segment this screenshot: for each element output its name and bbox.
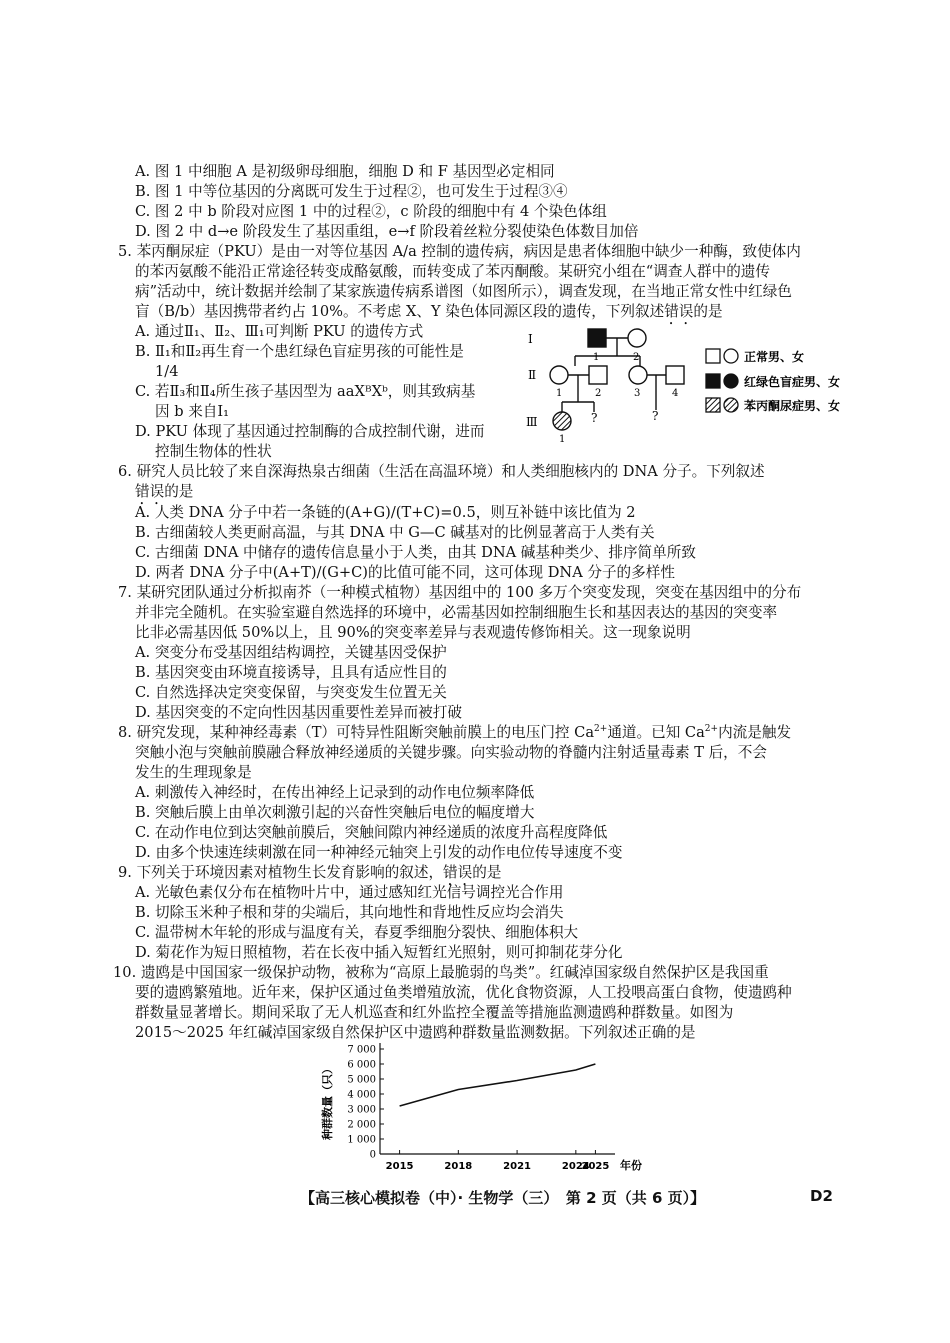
pedigree-i2-normal-female (628, 329, 646, 347)
q5-option-b-line1: B. Ⅱ₁和Ⅱ₂再生育一个患红绿色盲症男孩的可能性是 (135, 343, 464, 360)
pedigree-iii1-pku-female (553, 412, 571, 430)
q7-option-a: A. 突变分布受基因组结构调控，关键基因受保护 (135, 644, 447, 661)
gen-label-i: Ⅰ (528, 332, 533, 346)
y-axis-label: 种群数量（只） (321, 1063, 334, 1140)
q4-option-a: A. 图 1 中细胞 A 是初级卵母细胞，细胞 D 和 F 基因型必定相同 (135, 163, 555, 180)
q7-stem-line2: 并非完全随机。在实验室避自然选择的环境中，必需基因如控制细胞生长和基因表达的基因的突变率 (135, 604, 778, 621)
y-tick-label: 5 000 (347, 1074, 376, 1086)
q4-option-d: D. 图 2 中 d→e 阶段发生了基因重组，e→f 阶段着丝粒分裂使染色体数目加倍 (135, 223, 639, 240)
q5-option-d-line2: 控制生物体的性状 (155, 443, 272, 460)
y-tick-label: 2 000 (347, 1119, 376, 1131)
q9-stem: 9. 下列关于环境因素对植物生长发育影响的叙述，错误的是 (118, 864, 502, 881)
gen-label-ii: Ⅱ (528, 368, 537, 382)
legend-normal-male-icon (706, 349, 720, 363)
q6-stem-line2: 错误的是 (135, 483, 194, 500)
q7-option-d: D. 基因突变的不定向性因基因重要性差异而被打破 (135, 704, 462, 721)
q5-stem-line2: 的苯丙氨酸不能沿正常途径转变成酪氨酸，而转变成了苯丙酮酸。某研究小组在“调查人群中的遗传 (135, 263, 770, 280)
pedigree-ii1-normal-female (550, 366, 568, 384)
q5-stem-line1: 5. 苯丙酮尿症（PKU）是由一对等位基因 A/a 控制的遗传病，病因是患者体细胞中缺少一种酶，致使体内 (118, 243, 801, 260)
page-code: D2 (810, 1187, 833, 1205)
q5-option-c-line1: C. 若Ⅱ₃和Ⅱ₄所生孩子基因型为 aaXᴮXᵇ，则其致病基 (135, 383, 476, 400)
emphasis-error: 错误 (664, 303, 694, 320)
q7-option-c: C. 自然选择决定突变保留，与突变发生位置无关 (135, 684, 447, 701)
x-tick-label: 2015 (385, 1161, 414, 1172)
x-tick-label: 2018 (444, 1161, 473, 1172)
legend-colorblind-male-icon (706, 374, 720, 388)
emphasis-error: 错误 (443, 864, 473, 881)
num-iii1: 1 (559, 434, 566, 445)
pedigree-chart (520, 318, 860, 448)
ca-superscript: 2+ (704, 724, 719, 734)
ca-superscript: 2+ (594, 724, 608, 734)
q10-stem-line1: 10. 遗鸥是中国国家一级保护动物，被称为“高原上最脆弱的鸟类”。红碱淖国家级自然保护区是我国重 (113, 964, 769, 981)
num-ii2: 2 (595, 388, 602, 399)
num-ii4: 4 (672, 388, 679, 399)
x-tick-label: 2021 (503, 1161, 532, 1172)
pedigree-ii4-normal-male (666, 366, 684, 384)
q6-stem-line1: 6. 研究人员比较了来自深海热泉古细菌（生活在高温环境）和人类细胞核内的 DNA 分子。下列叙述 (118, 463, 765, 480)
q8-stem-line2: 突触小泡与突触前膜融合释放神经递质的关键步骤。向实验动物的脊髓内注射适量毒素 T 后，不会 (135, 744, 767, 761)
q4-option-b: B. 图 1 中等位基因的分离既可发生于过程②，也可发生于过程③④ (135, 183, 568, 200)
num-ii1: 1 (556, 388, 563, 399)
y-tick-label: 0 (369, 1149, 376, 1161)
q5-option-a: A. 通过Ⅱ₁、Ⅱ₂、Ⅲ₁可判断 PKU 的遗传方式 (135, 323, 424, 340)
legend-pku-label: 苯丙酮尿症男、女 (744, 399, 841, 413)
legend-colorblind-female-icon (724, 374, 738, 388)
q6-option-b: B. 古细菌较人类更耐高温，与其 DNA 中 G—C 碱基对的比例显著高于人类有关 (135, 524, 655, 541)
q5-stem-line3: 病”活动中，统计数据并绘制了某家族遗传病系谱图（如图所示），调查发现，在当地正常女性中红绿色 (135, 283, 792, 300)
q5-option-d-line1: D. PKU 体现了基因通过控制酶的合成控制代谢，进而 (135, 423, 485, 440)
pedigree-ii3-normal-female (629, 366, 647, 384)
num-i1: 1 (593, 352, 600, 363)
q10-stem-line2: 要的遗鸥繁殖地。近年来，保护区通过鱼类增殖放流，优化食物资源，人工投喂高蛋白食物，使遗鸥种 (135, 984, 792, 1001)
q8-stem-line1: 8. 研究发现，某种神经毒素（T）可特异性阻断突触前膜上的电压门控 $Ca^{2+}$通道。已知 $Ca^{2+}$内流是触发 (118, 724, 792, 741)
num-ii3: 3 (634, 388, 641, 399)
q9-option-a: A. 光敏色素仅分布在植物叶片中，通过感知红光信号调控光合作用 (135, 884, 564, 901)
legend-pku-male-icon (706, 398, 720, 412)
q4-option-c: C. 图 2 中 b 阶段对应图 1 中的过程②，c 阶段的细胞中有 4 个染色体组 (135, 203, 607, 220)
q7-option-b: B. 基因突变由环境直接诱导，且具有适应性目的 (135, 664, 447, 681)
legend-normal-label: 正常男、女 (744, 350, 805, 364)
y-tick-label: 7 000 (347, 1044, 376, 1056)
q9-option-d: D. 菊花作为短日照植物，若在长夜中插入短暂红光照射，则可抑制花芽分化 (135, 944, 623, 961)
x-axis-label: 年份 (620, 1159, 642, 1172)
emphasis-error: 错误 (135, 483, 165, 500)
pedigree-ii2-normal-male (589, 366, 607, 384)
q8-option-c: C. 在动作电位到达突触前膜后，突触间隙内神经递质的浓度升高程度降低 (135, 824, 608, 841)
q6-option-d: D. 两者 DNA 分子中(A+T)/(G+C)的比值可能不同，这可体现 DNA 分子的多样性 (135, 564, 675, 581)
q6-option-a: A. 人类 DNA 分子中若一条链的(A+G)/(T+C)=0.5，则互补链中该比值为 2 (135, 504, 636, 521)
q10-stem-line3: 群数量显著增长。期间采取了无人机巡查和红外监控全覆盖等措施监测遗鸥种群数量。如图为 (135, 1004, 734, 1021)
q9-option-c: C. 温带树木年轮的形成与温度有关，春夏季细胞分裂快、细胞体积大 (135, 924, 579, 941)
q5-stem-line4: 盲（B/b）基因携带者约占 10%。不考虑 X、Y 染色体同源区段的遗传，下列叙述错误的是 (135, 303, 723, 320)
y-tick-label: 4 000 (347, 1089, 376, 1101)
q9-option-b: B. 切除玉米种子根和芽的尖端后，其向地性和背地性反应均会消失 (135, 904, 564, 921)
legend-normal-female-icon (724, 349, 738, 363)
y-tick-label: 3 000 (347, 1104, 376, 1116)
q10-stem-line4: 2015～2025 年红碱淖国家级自然保护区中遗鸥种群数量监测数据。下列叙述正确的是 (135, 1024, 696, 1041)
q8-option-b: B. 突触后膜上由单次刺激引起的兴奋性突触后电位的幅度增大 (135, 804, 535, 821)
num-i2: 2 (633, 352, 640, 363)
x-tick-label: 2024 (561, 1161, 590, 1172)
unknown-child-ii1-ii2: ? (591, 411, 598, 425)
y-tick-label: 6 000 (347, 1059, 376, 1071)
q5-option-b-line2: 1/4 (155, 363, 179, 380)
legend-pku-female-icon (724, 398, 738, 412)
q7-stem-line3: 比非必需基因低 50%以上，且 90%的突变率差异与表观遗传修饰相关。这一现象说明 (135, 624, 691, 641)
q8-option-a: A. 刺激传入神经时，在传出神经上记录到的动作电位频率降低 (135, 784, 535, 801)
population-series-line (400, 1064, 596, 1106)
q8-stem-line3: 发生的生理现象是 (135, 764, 252, 781)
y-tick-label: 1 000 (347, 1134, 376, 1146)
q7-stem-line1: 7. 某研究团队通过分析拟南芥（一种模式植物）基因组中的 100 多万个突变发现，突变在基因组中的分布 (118, 584, 802, 601)
pedigree-i1-affected-male (588, 329, 606, 347)
page-footer: 【高三核心模拟卷（中）· 生物学（三） 第 2 页（共 6 页）】 (300, 1189, 706, 1207)
legend-colorblind-label: 红绿色盲症男、女 (744, 375, 841, 389)
gen-label-iii: Ⅲ (526, 415, 538, 429)
population-line-chart (315, 1035, 655, 1180)
x-tick-label: 2025 (581, 1161, 610, 1172)
unknown-child-ii3-ii4: ? (652, 409, 659, 423)
q8-option-d: D. 由多个快速连续刺激在同一种神经元轴突上引发的动作电位传导速度不变 (135, 844, 623, 861)
q6-option-c: C. 古细菌 DNA 中储存的遗传信息量小于人类，由其 DNA 碱基种类少、排序简单所致 (135, 544, 696, 561)
q5-option-c-line2: 因 b 来自Ⅰ₁ (155, 403, 230, 420)
